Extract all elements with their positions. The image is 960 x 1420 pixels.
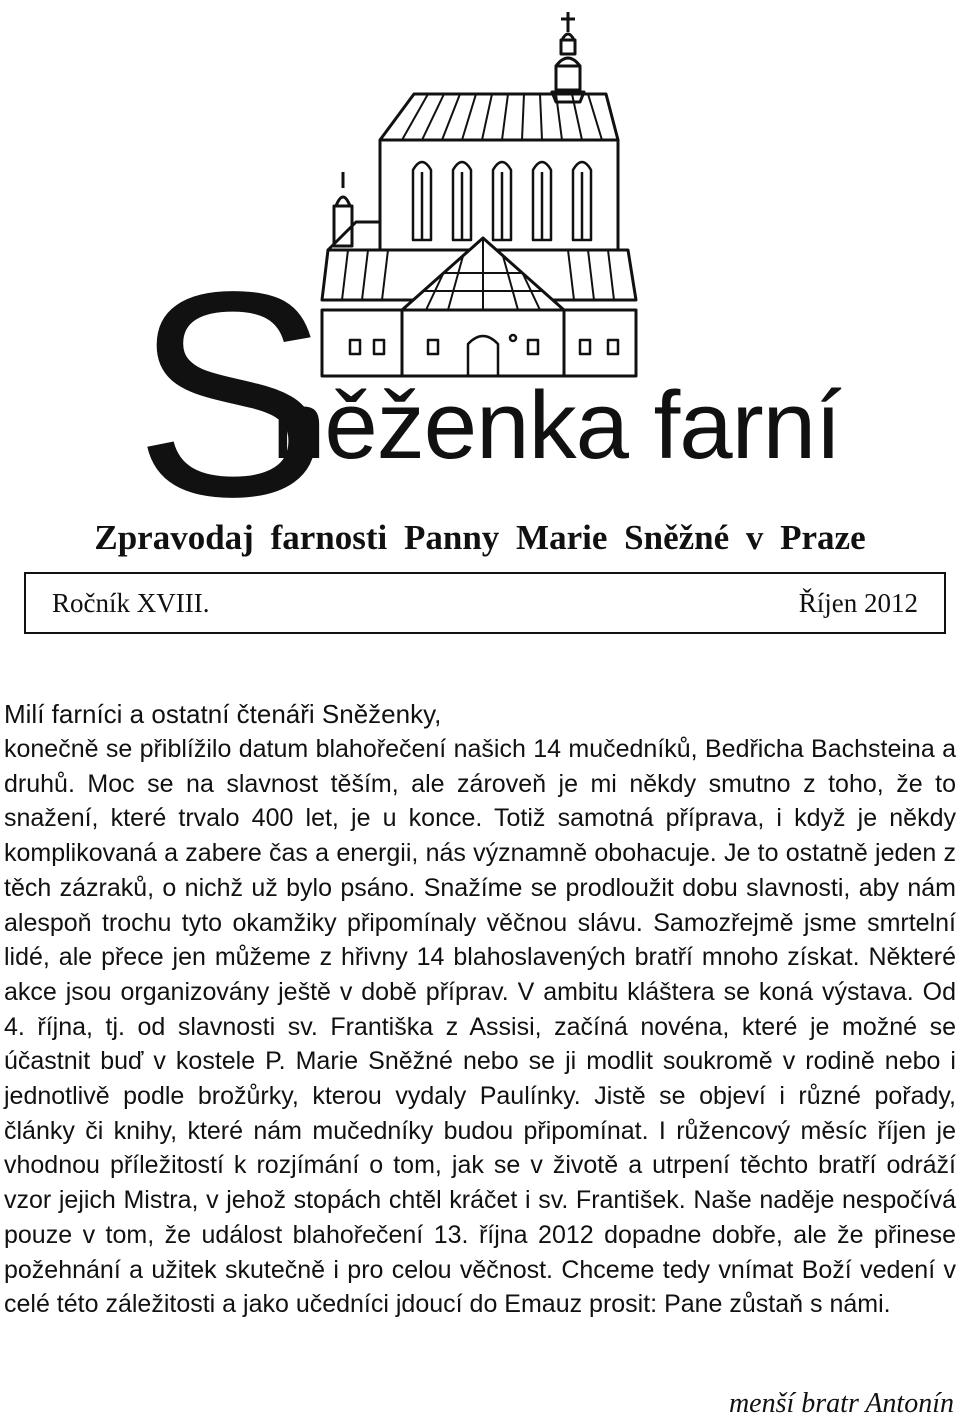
church-illustration-icon [318, 10, 643, 380]
issue-date: Říjen 2012 [798, 588, 918, 618]
volume-label: Ročník XVIII. [52, 588, 210, 618]
article-body: konečně se přiblížilo datum blahořečení našich 14 mučedníků, Bedřicha Bachsteina a druhů. Moc se na slavnost těším, ale zároveň je mi někdy smutno z toho, že to snažení, které trvalo 400 let, je u konce. Totiž samotná příprava, i když je někdy komplikovaná a zabere čas a energii, nás významně obohacuje. Je to ostatně jeden z těch zázraků, o nichž už bylo psáno. Snažíme se prodloužit dobu slavnosti, aby nám alespoň trochu tyto okamžiky připomínaly věčnou slávu. Samozřejmě jsme smrtelní lidé, ale přece jen můžeme z hřivny 14 blahoslavených bratří mnoho získat. Některé akce jsou organizovány ještě v době příprav. V ambitu kláštera se koná výstava. Od 4. října, tj. od slavnosti sv. Františka z Assisi, začíná novéna, které je možné se účastnit buď v kostele P. Marie Sněžné nebo se ji modlit soukromě v rodině nebo i jednotlivě podle brožůrky, kterou vydaly Paulínky. Jistě se objeví i různé pořady, články či knihy, které nám mučedníky budou připomínat. I růžencový měsíc říjen je vhodnou příležitostí k rozjímání o tom, jak se v životě a utrpení těchto bratří odráží vzor jejich Mistra, v jehož stopách chtěl kráčet i sv. František. Naše naděje nespočívá pouze v tom, že událost blahořečení 13. října 2012 dopadne dobře, ale že přinese požehnání a užitek skutečně i pro celou věčnost. Chceme tedy vnímat Boží vedení v celé této záležitosti a jako učedníci jdoucí do Emauz prosit: Pane zůstaň s námi. [4, 735, 956, 1319]
masthead-title: něženka farní [272, 372, 841, 479]
article-signature: menší bratr Antonín [728, 1388, 954, 1419]
masthead-subtitle: Zpravodaj farnosti Panny Marie Sněžné v Praze [94, 518, 866, 557]
masthead-initial: S [134, 231, 325, 557]
issue-info-box [24, 572, 946, 634]
article-greeting: Milí farníci a ostatní čtenáři Sněženky, [4, 699, 442, 729]
